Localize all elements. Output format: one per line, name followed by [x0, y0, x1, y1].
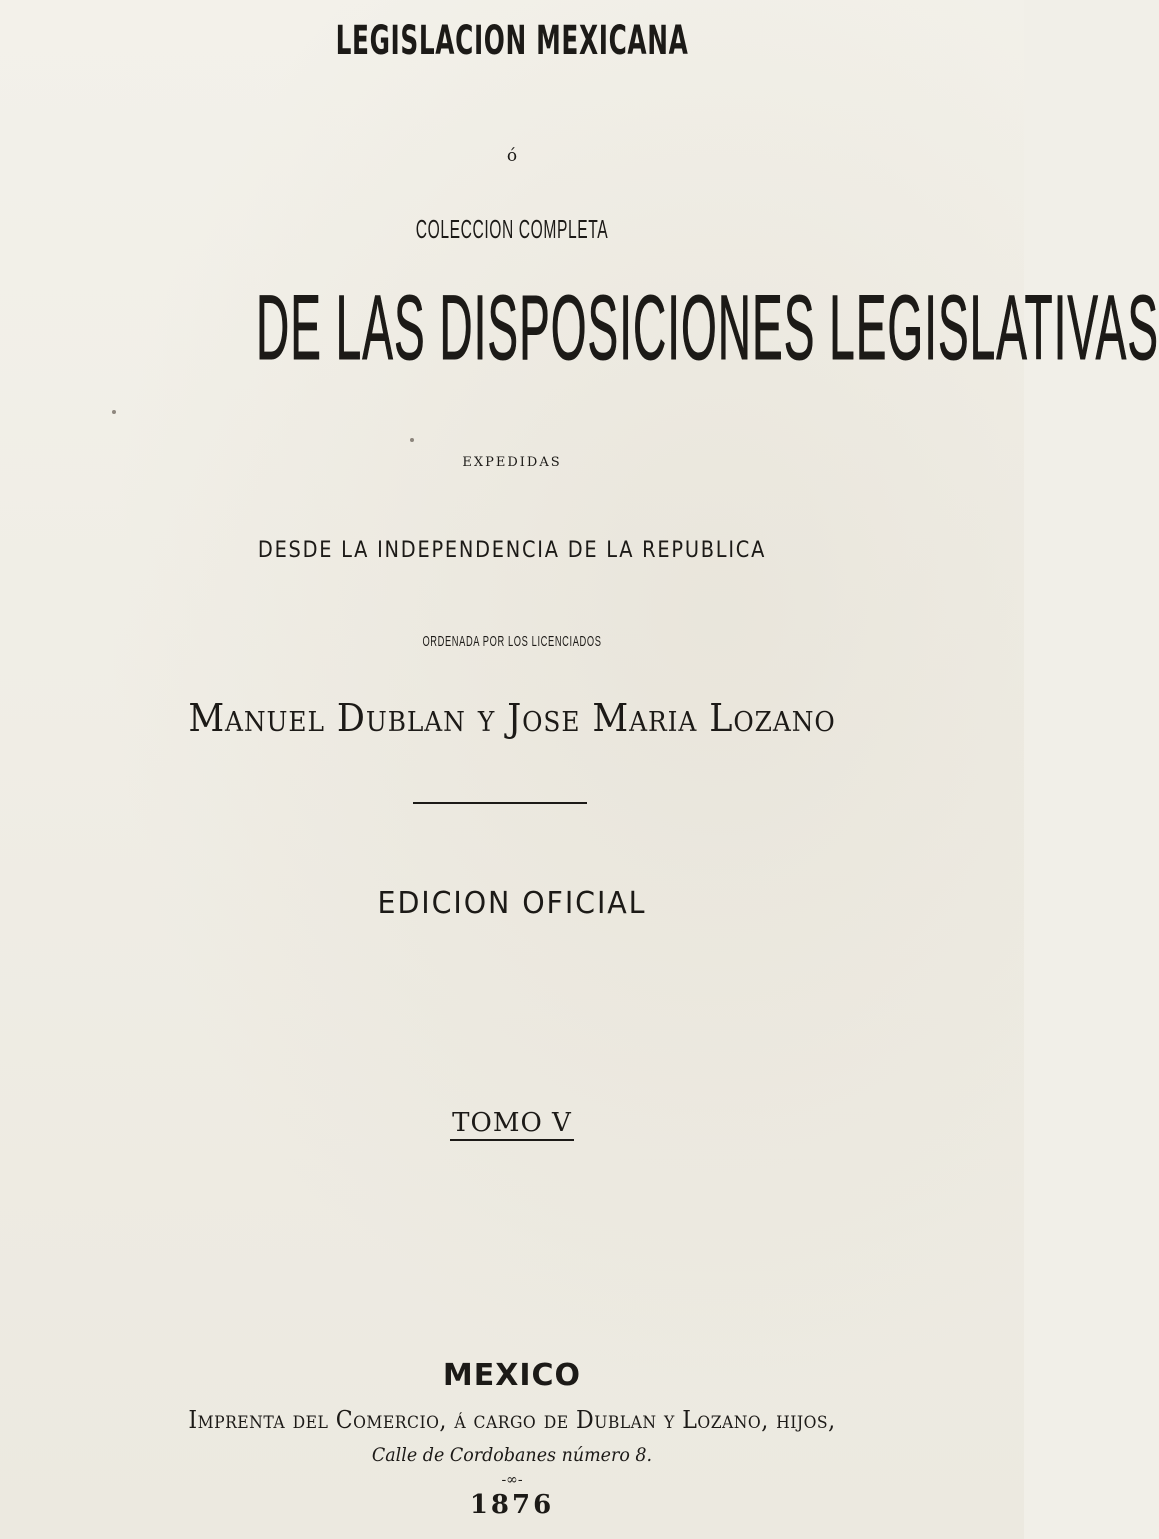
big-title: DE LAS DISPOSICIONES LEGISLATIVAS: [256, 277, 1159, 379]
desde-line: DESDE LA INDEPENDENCIA DE LA REPUBLICA: [257, 538, 767, 563]
ink-speck: [112, 410, 116, 414]
volume-label: TOMO V: [450, 1108, 574, 1141]
expedidas-label: EXPEDIDAS: [462, 455, 562, 470]
imprint-address: Calle de Cordobanes número 8.: [371, 1444, 653, 1466]
divider-rule: [413, 802, 587, 804]
subtitle-coleccion: COLECCION COMPLETA: [415, 214, 609, 244]
edition-line: EDICION OFICIAL: [377, 886, 647, 921]
imprint-year: 1876: [469, 1490, 555, 1520]
conjunction: ó: [506, 146, 518, 166]
ordenada-line: ORDENADA POR LOS LICENCIADOS: [422, 633, 602, 650]
ink-speck: [410, 438, 414, 442]
imprint-printer: Imprenta del Comercio, á cargo de Dublan y Lozano, hijos,: [188, 1406, 836, 1434]
volume-line: [0, 1108, 1024, 1138]
ornament: -∞-: [501, 1472, 523, 1488]
imprint-city: MEXICO: [442, 1358, 582, 1393]
main-title: LEGISLACION MEXICANA: [335, 18, 689, 64]
authors-line: Manuel Dublan y Jose Maria Lozano: [188, 696, 836, 740]
